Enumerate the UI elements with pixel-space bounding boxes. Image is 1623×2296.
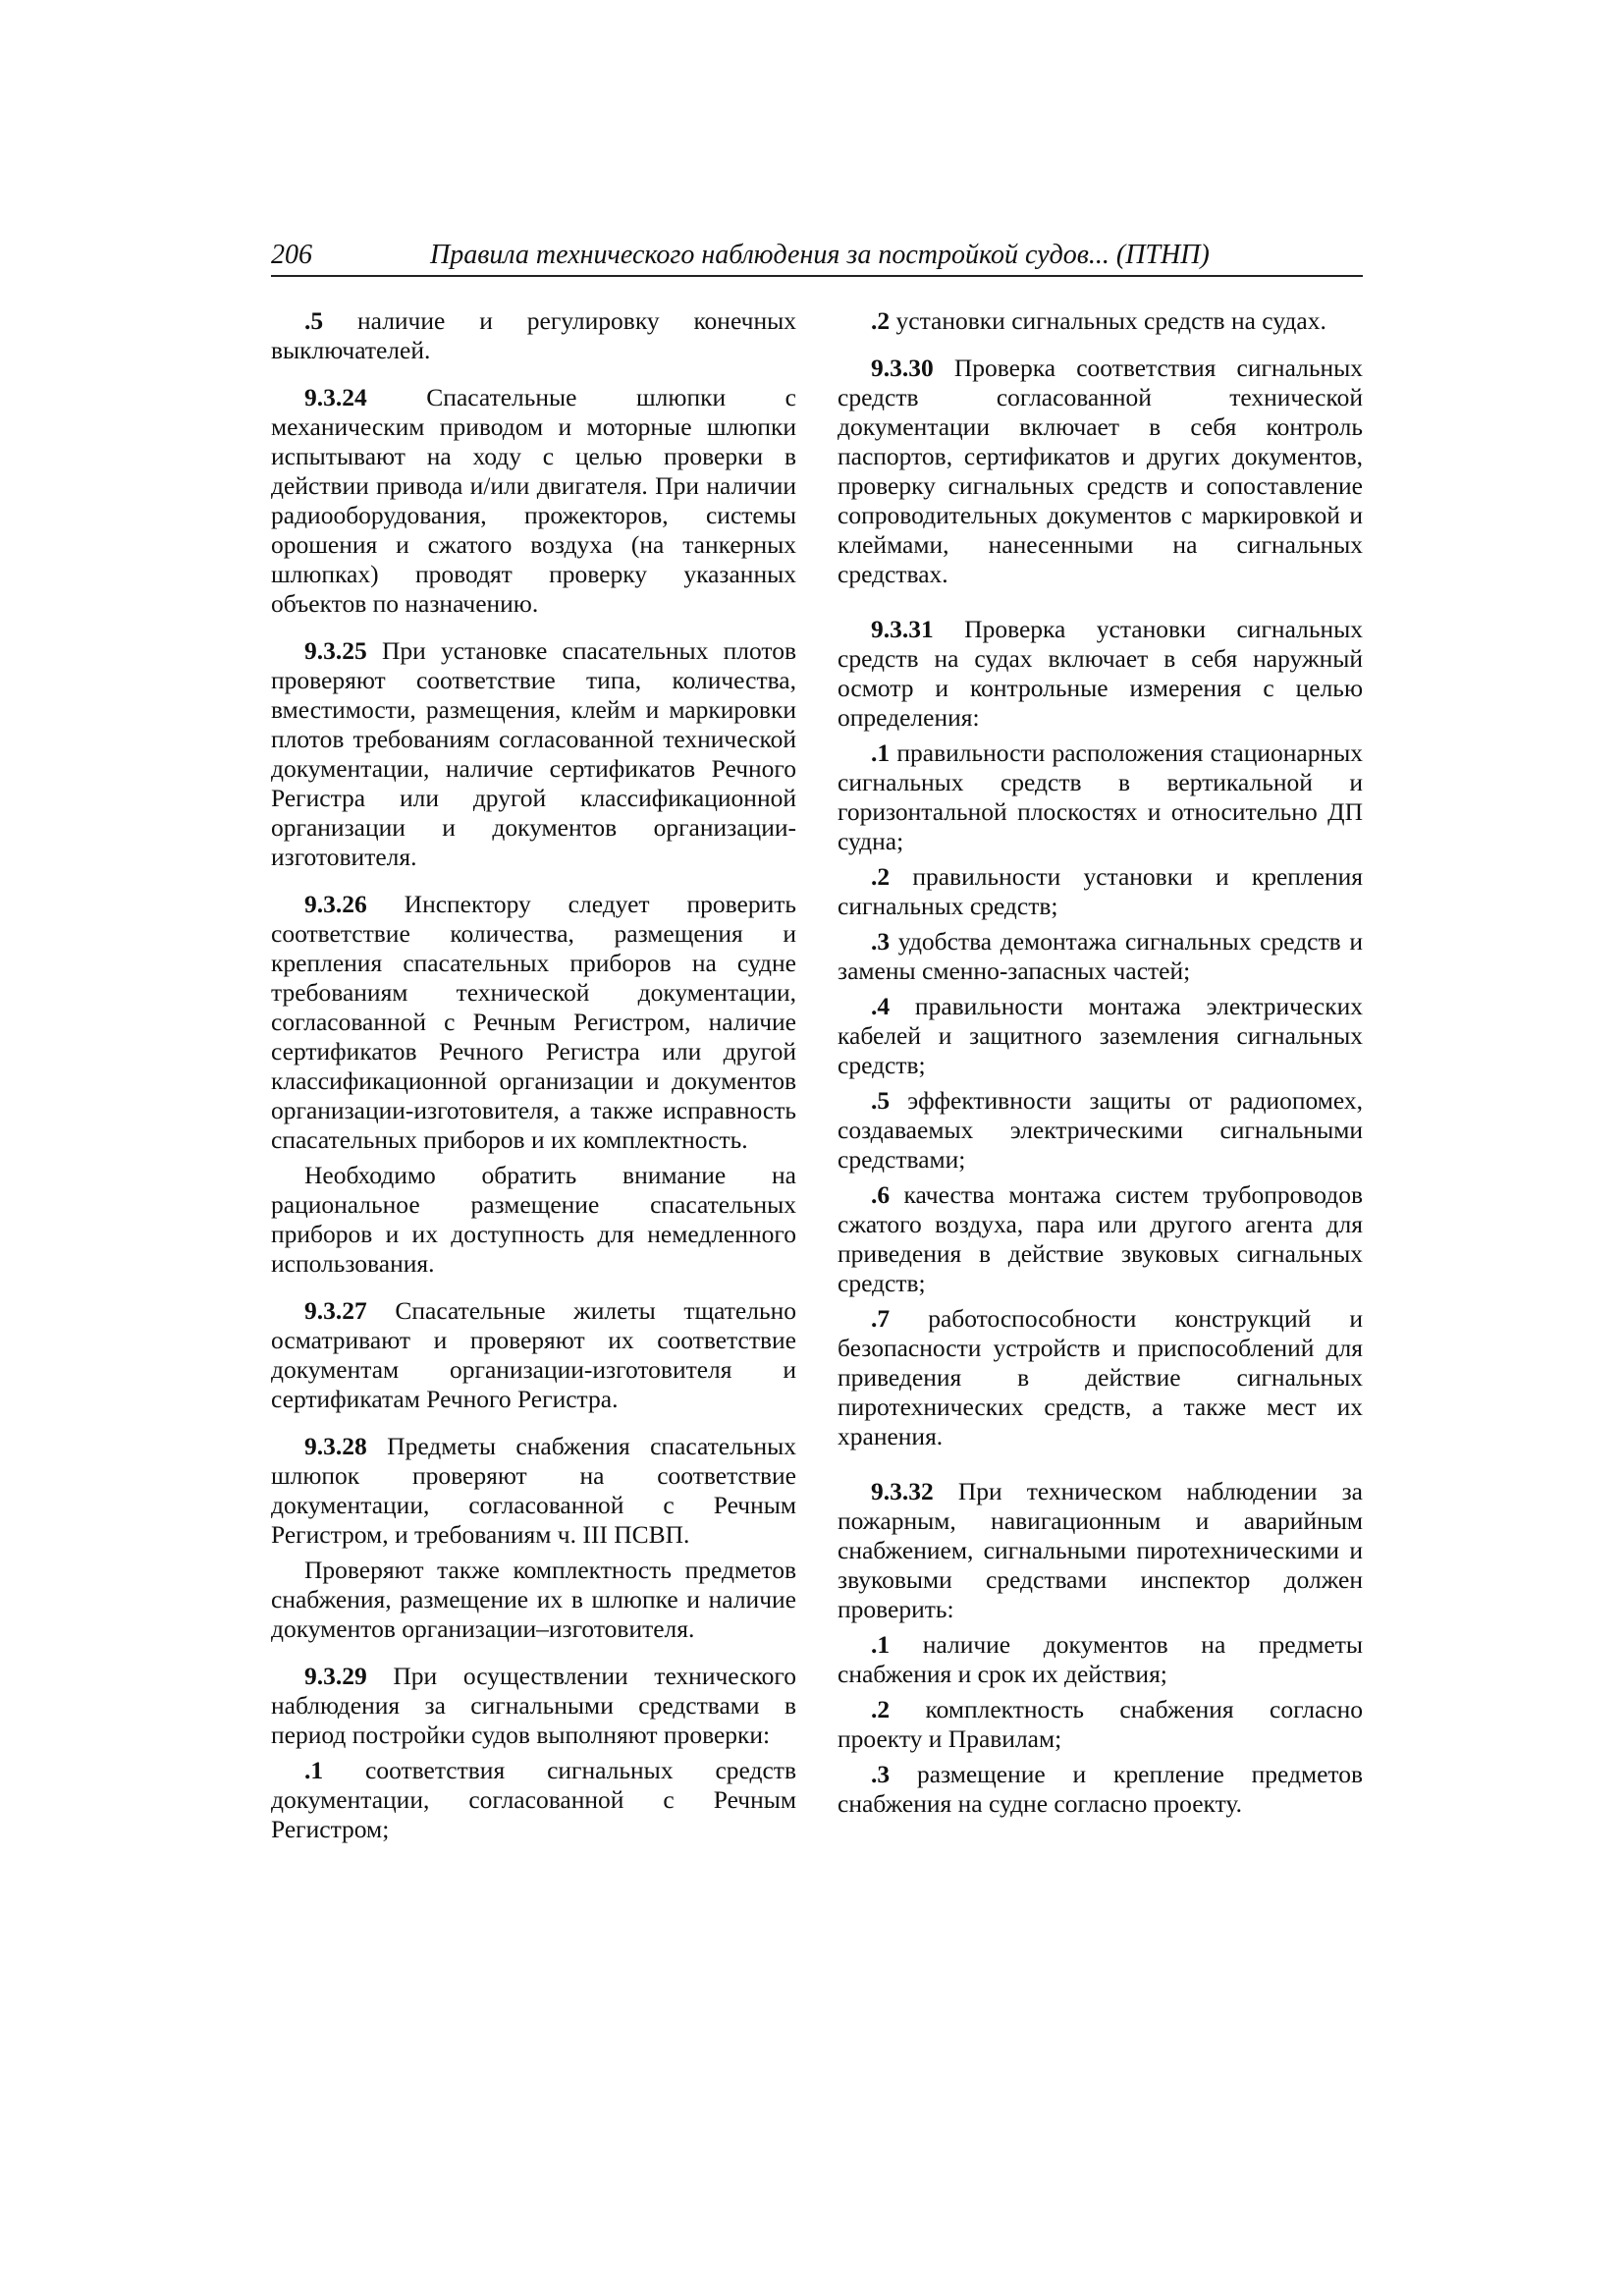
paragraph: .7 работоспособности конструкций и безопасности устройств и приспособлений для приведения в действие сигнальных пиротехнических средств, а также мест их хранения. (838, 1304, 1363, 1450)
clause-number: 9.3.30 (871, 354, 934, 382)
paragraph: .6 качества монтажа систем трубопроводов сжатого воздуха, пара или другого агента для приведения в действие звуковых сигнальных средств; (838, 1180, 1363, 1297)
paragraph: 9.3.26 Инспектору следует проверить соответствие количества, размещения и крепления спасательных приборов на судне требованиям технической документации, согласованной с Речным Регистром, наличие сертификатов Речного Регистра или другой классификационной организации и документов организации-изготовителя, а также исправность спасательных приборов и их комплектность. (271, 890, 796, 1154)
paragraph: .4 правильности монтажа электрических кабелей и защитного заземления сигнальных средств; (838, 992, 1363, 1079)
paragraph: .3 размещение и крепление предметов снабжения на судне согласно проекту. (838, 1760, 1363, 1818)
clause-number: 9.3.32 (871, 1477, 934, 1505)
paragraph: 9.3.27 Спасательные жилеты тщательно осматривают и проверяют их соответствие документам организации-изготовителя и сертификатам Речного Регистра. (271, 1296, 796, 1413)
clause-number: 9.3.31 (871, 615, 934, 643)
paragraph: 9.3.24 Спасательные шлюпки с механическим приводом и моторные шлюпки испытывают на ходу с целью проверки в действии привода и/или двигателя. При наличии радиооборудования, прожекторов, системы орошения и сжатого воздуха (на танкерных шлюпках) проводят проверку указанных объектов по назначению. (271, 383, 796, 618)
paragraph: .1 наличие документов на предметы снабжения и срок их действия; (838, 1630, 1363, 1688)
paragraph: Необходимо обратить внимание на рациональное размещение спасательных приборов и их доступность для немедленного использования. (271, 1161, 796, 1278)
item-number: .5 (871, 1086, 891, 1115)
clause-number: 9.3.28 (304, 1432, 367, 1460)
item-number: .7 (871, 1304, 891, 1333)
item-number: .2 (871, 306, 891, 335)
paragraph: .2 комплектность снабжения согласно проекту и Правилам; (838, 1695, 1363, 1753)
clause-number: 9.3.29 (304, 1662, 367, 1690)
paragraph: 9.3.32 При техническом наблюдении за пожарным, навигационным и аварийным снабжением, сигнальными пиротехническими и звуковыми средствами инспектор должен проверить: (838, 1477, 1363, 1623)
item-number: .5 (304, 306, 324, 335)
clause-number: 9.3.27 (304, 1296, 367, 1325)
right-column (838, 306, 1363, 1819)
running-title: Правила технического наблюдения за постройкой судов... (ПТНП) (430, 240, 1210, 270)
item-number: .3 (871, 927, 891, 956)
clause-number: 9.3.25 (304, 636, 367, 665)
paragraph: 9.3.28 Предметы снабжения спасательных шлюпок проверяют на соответствие документации, согласованной с Речным Регистром, и требованиям ч. III ПСВП. (271, 1432, 796, 1549)
item-number: .4 (871, 992, 891, 1020)
paragraph: .2 правильности установки и крепления сигнальных средств; (838, 862, 1363, 920)
paragraph: .1 соответствия сигнальных средств документации, согласованной с Речным Регистром; (271, 1756, 796, 1843)
paragraph: Проверяют также комплектность предметов снабжения, размещение их в шлюпке и наличие документов организации–изготовителя. (271, 1556, 796, 1643)
paragraph: .3 удобства демонтажа сигнальных средств и замены сменно-запасных частей; (838, 927, 1363, 985)
paragraph: .5 наличие и регулировку конечных выключателей. (271, 306, 796, 364)
running-header (271, 242, 1363, 277)
item-number: .1 (871, 1630, 891, 1659)
page-number: 206 (271, 240, 312, 270)
paragraph: 9.3.25 При установке спасательных плотов проверяют соответствие типа, количества, вместимости, размещения, клейм и маркировки плотов требованиям согласованной технической документации, наличие сертификатов Речного Регистра или другой классификационной организации и документов организации-изготовителя. (271, 636, 796, 871)
paragraph: .2 установки сигнальных средств на судах. (871, 306, 1326, 335)
item-number: .2 (871, 862, 891, 891)
item-number: .1 (304, 1756, 324, 1784)
clause-number: 9.3.24 (304, 383, 367, 411)
paragraph: .1 правильности расположения стационарных сигнальных средств в вертикальной и горизонтальной плоскостях и относительно ДП судна; (838, 738, 1363, 855)
left-column (271, 306, 796, 1844)
item-number: .1 (871, 738, 891, 767)
item-number: .6 (871, 1180, 891, 1209)
paragraph: 9.3.30 Проверка соответствия сигнальных средств согласованной технической документации включает в себя контроль паспортов, сертификатов и других документов, проверку сигнальных средств и сопоставление сопроводительных документов с маркировкой и клеймами, нанесенными на сигнальных средствах. (838, 354, 1363, 588)
paragraph: 9.3.31 Проверка установки сигнальных средств на судах включает в себя наружный осмотр и контрольные измерения с целью определения: (838, 615, 1363, 732)
item-number: .3 (871, 1760, 891, 1788)
clause-number: 9.3.26 (304, 890, 367, 918)
paragraph: .5 эффективности защиты от радиопомех, создаваемых электрическими сигнальными средствами; (838, 1086, 1363, 1174)
paragraph: 9.3.29 При осуществлении технического наблюдения за сигнальными средствами в период постройки судов выполняют проверки: (271, 1662, 796, 1749)
item-number: .2 (871, 1695, 891, 1723)
